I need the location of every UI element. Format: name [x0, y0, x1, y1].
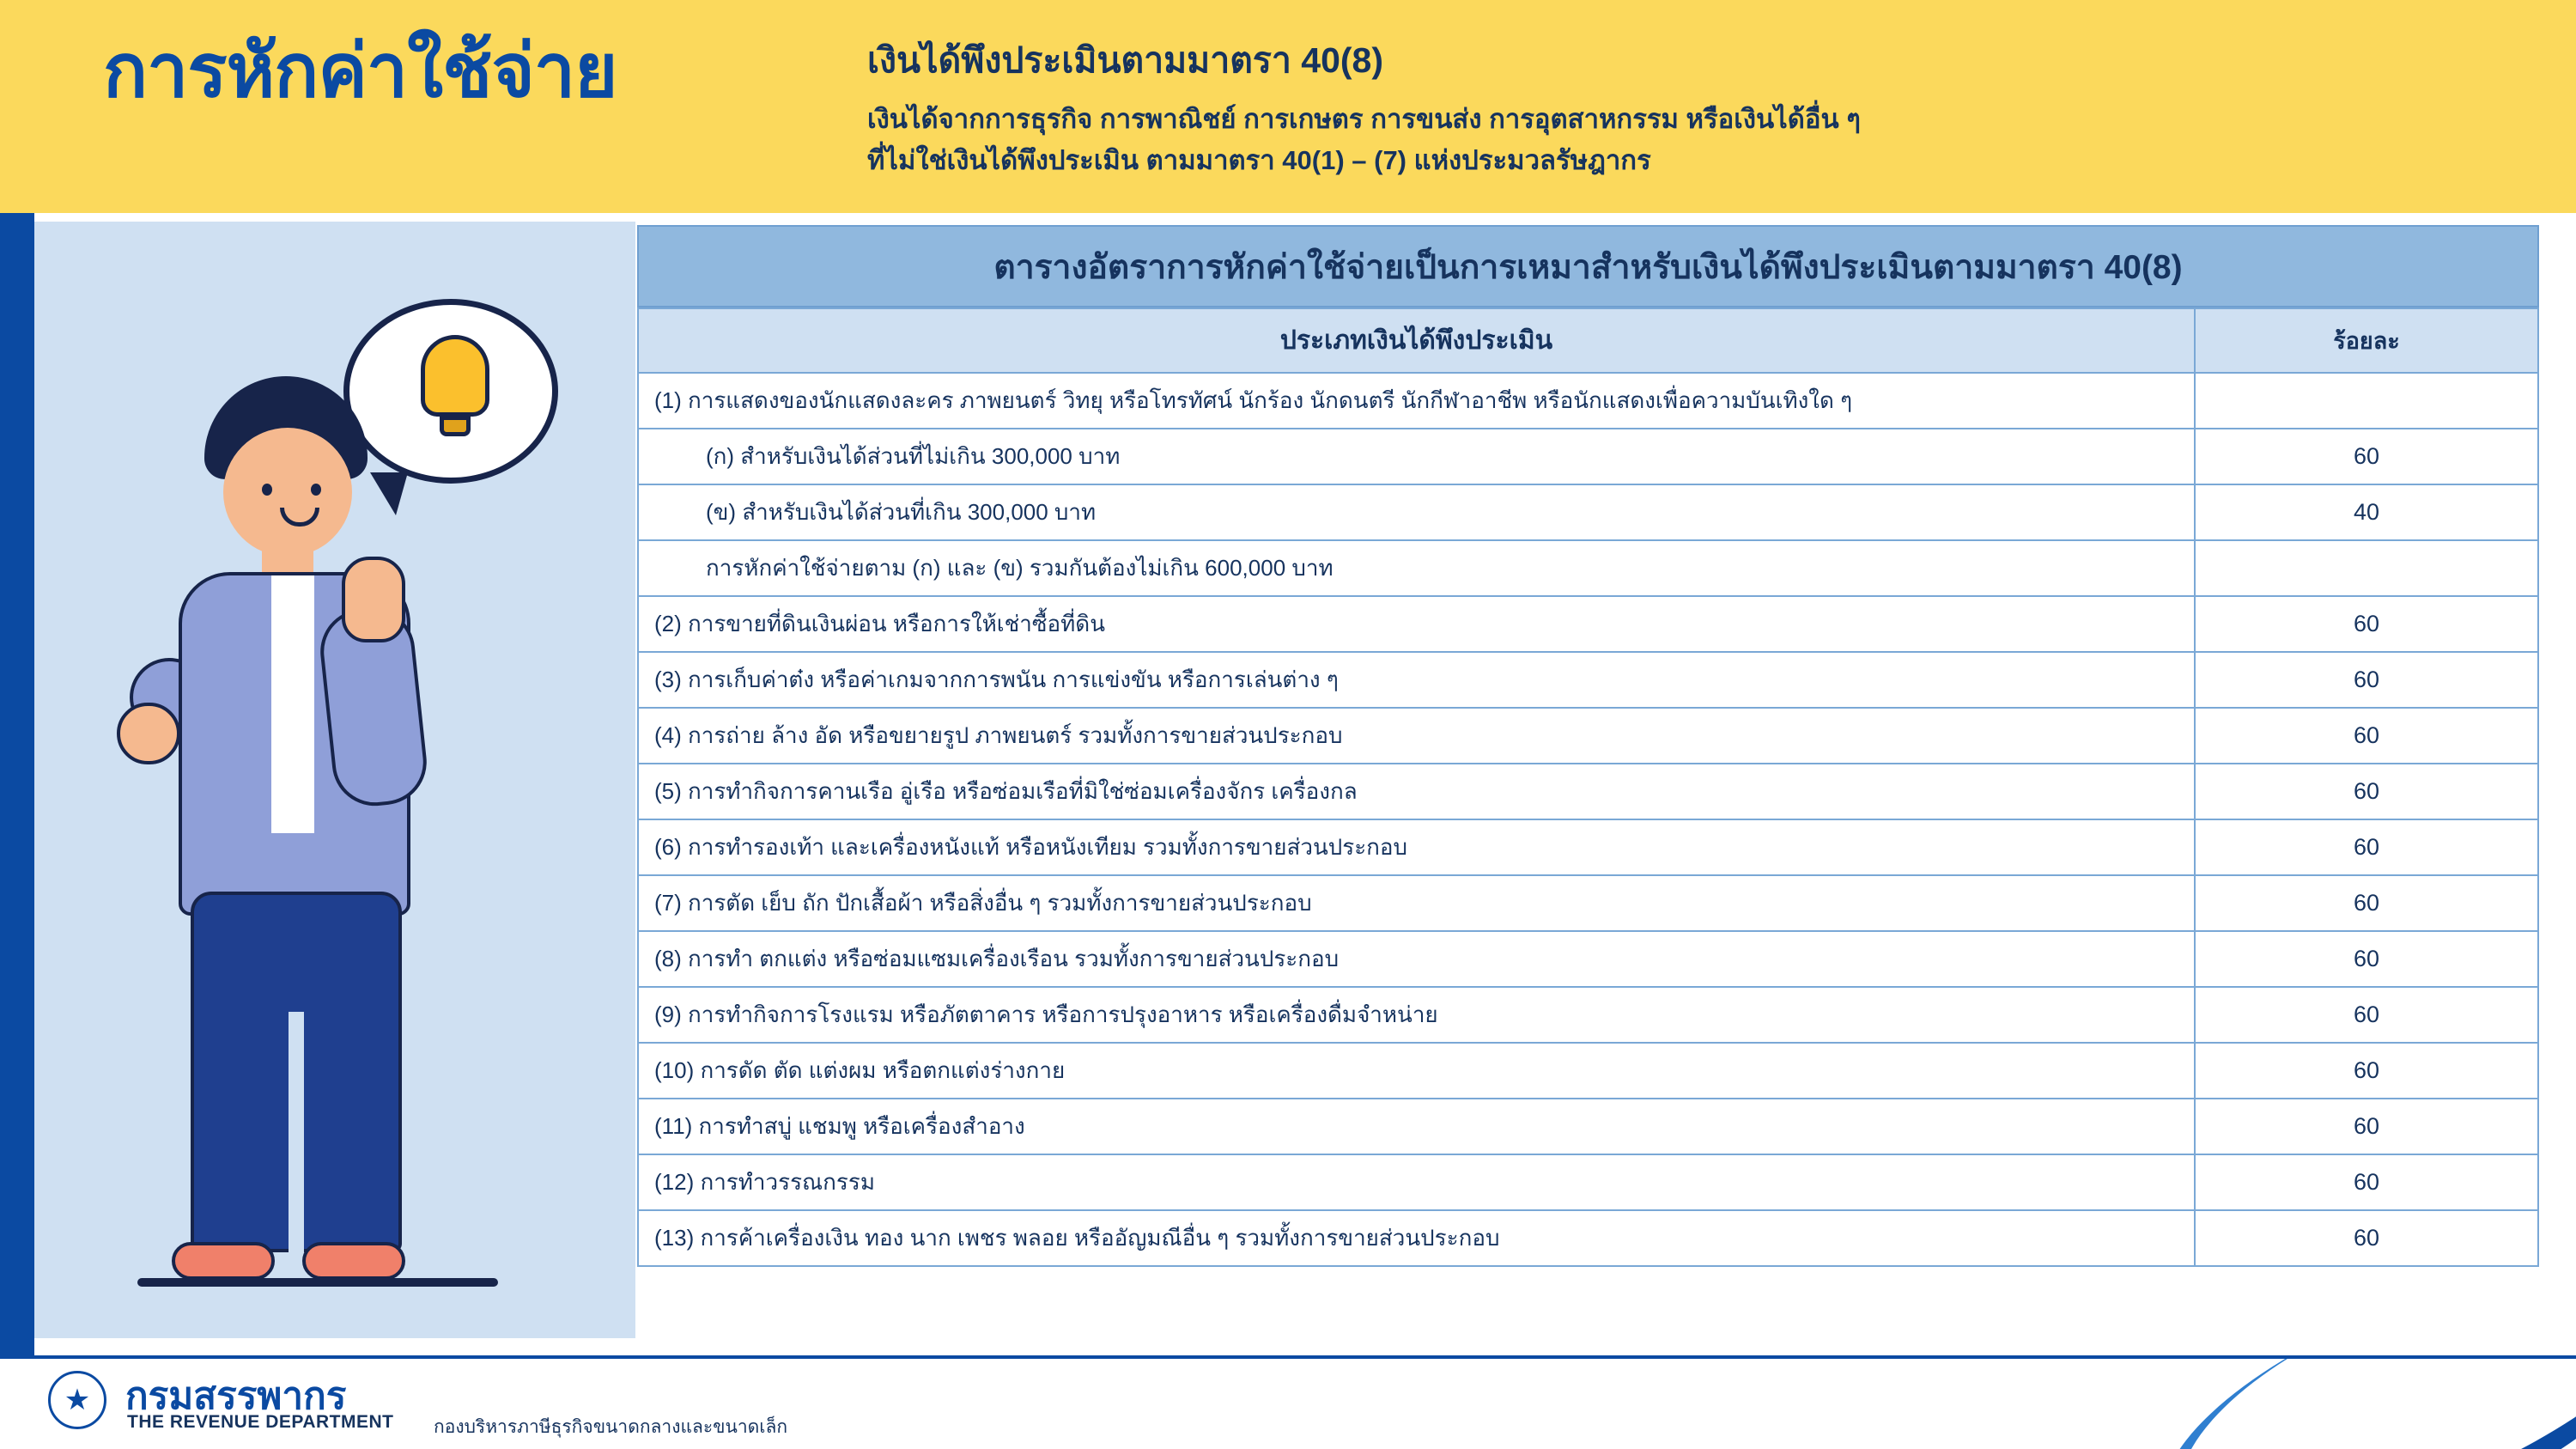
person-shoe-left	[172, 1242, 275, 1280]
header-section-heading: เงินได้พึงประเมินตามมาตรา 40(8)	[867, 40, 1383, 80]
cell-percent	[2195, 373, 2538, 429]
table-row	[638, 596, 2538, 652]
footer-brand-en: THE REVENUE DEPARTMENT	[127, 1412, 394, 1432]
cell-percent: 40	[2195, 484, 2538, 540]
lightbulb-base-icon	[440, 416, 471, 436]
table-row	[638, 652, 2538, 708]
illustration-panel	[34, 222, 635, 1338]
header-description-line-2: ที่ไม่ใช่เงินได้พึงประเมิน ตามมาตรา 40(1) – (7) แห่งประมวลรัษฎากร	[867, 145, 1651, 176]
table-row	[638, 429, 2538, 484]
deduction-rates-table	[637, 307, 2539, 1267]
cell-percent: 60	[2195, 1099, 2538, 1154]
cell-income-type: (8) การทำ ตกแต่ง หรือซ่อมแซมเครื่องเรือน รวมทั้งการขายส่วนประกอบ	[638, 931, 2195, 987]
cell-percent: 60	[2195, 931, 2538, 987]
cell-income-type: (4) การถ่าย ล้าง อัด หรือขยายรูป ภาพยนตร์ รวมทั้งการขายส่วนประกอบ	[638, 708, 2195, 764]
cell-percent: 60	[2195, 652, 2538, 708]
table-row	[638, 1043, 2538, 1099]
table-row	[638, 1210, 2538, 1266]
cell-percent: 60	[2195, 429, 2538, 484]
cell-income-type: (7) การตัด เย็บ ถัก ปักเสื้อผ้า หรือสิ่งอื่น ๆ รวมทั้งการขายส่วนประกอบ	[638, 875, 2195, 931]
header-description-line-1: เงินได้จากการธุรกิจ การพาณิชย์ การเกษตร การขนส่ง การอุตสาหกรรม หรือเงินได้อื่น ๆ	[867, 104, 1861, 135]
cell-income-type: (9) การทำกิจการโรงแรม หรือภัตตาคาร หรือการปรุงอาหาร หรือเครื่องดื่มจำหน่าย	[638, 987, 2195, 1043]
cell-income-type: (3) การเก็บค่าต๋ง หรือค่าเกมจากการพนัน การแข่งขัน หรือการเล่นต่าง ๆ	[638, 652, 2195, 708]
cell-percent	[2195, 540, 2538, 596]
table-row	[638, 931, 2538, 987]
table-row	[638, 373, 2538, 429]
table-row	[638, 484, 2538, 540]
table-header-row	[638, 308, 2538, 373]
header-subtitle-block	[859, 0, 1861, 181]
table-body	[638, 373, 2538, 1266]
ground-line	[137, 1278, 498, 1287]
table-row	[638, 875, 2538, 931]
cell-income-type: (11) การทำสบู่ แชมพู หรือเครื่องสำอาง	[638, 1099, 2195, 1154]
person-eye-left	[262, 484, 272, 496]
table-title: ตารางอัตราการหักค่าใช้จ่ายเป็นการเหมาสำหรับเงินได้พึงประเมินตามมาตรา 40(8)	[637, 225, 2539, 307]
table-row	[638, 1099, 2538, 1154]
cell-percent: 60	[2195, 708, 2538, 764]
person-shirt	[271, 575, 314, 833]
person-illustration	[112, 299, 592, 1338]
table-row	[638, 987, 2538, 1043]
cell-percent: 60	[2195, 1154, 2538, 1210]
cell-income-type: (13) การค้าเครื่องเงิน ทอง นาก เพชร พลอย หรืออัญมณีอื่น ๆ รวมทั้งการขายส่วนประกอบ	[638, 1210, 2195, 1266]
person-eye-right	[311, 484, 321, 496]
header-band	[0, 0, 2576, 213]
cell-percent: 60	[2195, 819, 2538, 875]
cell-income-type: (1) การแสดงของนักแสดงละคร ภาพยนตร์ วิทยุ หรือโทรทัศน์ นักร้อง นักดนตรี นักกีฬาอาชีพ หรือนักแสดงเพื่อความบันเทิงใด ๆ	[638, 373, 2195, 429]
cell-income-type: (12) การทำวรรณกรรม	[638, 1154, 2195, 1210]
footer-swoosh-decoration	[2128, 1355, 2576, 1449]
table-row	[638, 1154, 2538, 1210]
footer	[0, 1355, 2576, 1449]
table-row	[638, 819, 2538, 875]
column-header-income-type: ประเภทเงินได้พึงประเมิน	[638, 308, 2195, 373]
cell-percent: 60	[2195, 987, 2538, 1043]
cell-income-type: (ข) สำหรับเงินได้ส่วนที่เกิน 300,000 บาท	[638, 484, 2195, 540]
cell-percent: 60	[2195, 875, 2538, 931]
cell-income-type: (2) การขายที่ดินเงินผ่อน หรือการให้เช่าซื้อที่ดิน	[638, 596, 2195, 652]
page-title: การหักค่าใช้จ่าย	[103, 30, 617, 113]
table-row	[638, 540, 2538, 596]
person-shoe-right	[302, 1242, 405, 1280]
cell-income-type: (ก) สำหรับเงินได้ส่วนที่ไม่เกิน 300,000 บาท	[638, 429, 2195, 484]
person-pant-gap	[289, 1012, 304, 1257]
person-face	[223, 428, 352, 557]
cell-income-type: การหักค่าใช้จ่ายตาม (ก) และ (ข) รวมกันต้องไม่เกิน 600,000 บาท	[638, 540, 2195, 596]
cell-income-type: (6) การทำรองเท้า และเครื่องหนังแท้ หรือหนังเทียม รวมทั้งการขายส่วนประกอบ	[638, 819, 2195, 875]
person-pointing-hand	[342, 557, 405, 642]
table-head	[638, 308, 2538, 373]
cell-income-type: (5) การทำกิจการคานเรือ อู่เรือ หรือซ่อมเรือที่มิใช่ซ่อมเครื่องจักร เครื่องกล	[638, 764, 2195, 819]
cell-percent: 60	[2195, 596, 2538, 652]
table-row	[638, 708, 2538, 764]
garuda-emblem-icon: ★	[48, 1371, 106, 1429]
lightbulb-icon	[421, 335, 489, 417]
left-accent-strip	[0, 213, 34, 1355]
rates-table-block	[637, 225, 2539, 1267]
cell-percent: 60	[2195, 1210, 2538, 1266]
cell-percent: 60	[2195, 764, 2538, 819]
footer-division: กองบริหารภาษีธุรกิจขนาดกลางและขนาดเล็ก	[434, 1417, 788, 1437]
table-row	[638, 764, 2538, 819]
column-header-percent: ร้อยละ	[2195, 308, 2538, 373]
cell-percent: 60	[2195, 1043, 2538, 1099]
footer-brand-th: กรมสรรพากร	[125, 1375, 347, 1417]
person-left-hand	[117, 703, 180, 764]
cell-income-type: (10) การดัด ตัด แต่งผม หรือตกแต่งร่างกาย	[638, 1043, 2195, 1099]
